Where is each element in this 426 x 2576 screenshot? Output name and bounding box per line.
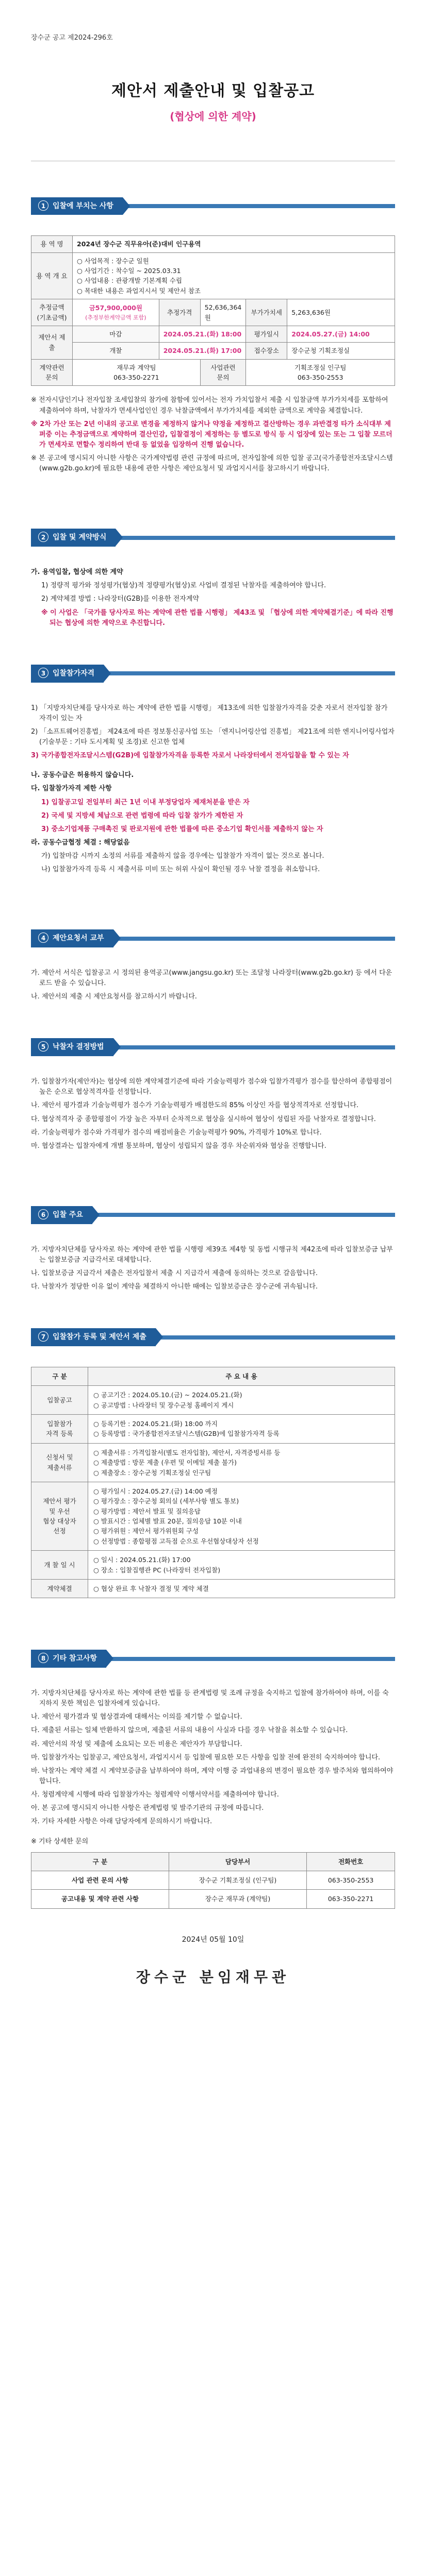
paragraph: 나. 제안서 평가결과 기술능력평가 점수가 기술능력평가 배점한도의 85% 이상인 자를 협상적격자로 선정합니다. <box>31 1101 359 1110</box>
section-label: 입찰에 부치는 사항 <box>53 201 113 210</box>
section-bar <box>92 1213 395 1217</box>
contact-label: ※ 기타 상세한 문의 <box>31 1837 89 1845</box>
cell-label: 부가가치세 <box>246 299 287 326</box>
section-bar <box>123 204 395 208</box>
row-label: 입찰참가 자격 등록 <box>31 1415 88 1444</box>
paragraph-lead: 나. 공동수급은 허용하지 않습니다. <box>31 771 134 779</box>
paragraph: 나. 제안서의 제출 시 제안요청서를 참고하시기 바랍니다. <box>31 993 197 1001</box>
column-header: 구 분 <box>31 1852 169 1871</box>
section-bar <box>156 1335 395 1340</box>
paragraph: 1) 정량적 평가와 정성평가(협상)적 정량평가(협상)로 사업비 결정된 낙찰자를 제출하여야 합니다. <box>41 582 326 590</box>
paragraph: 가) 입찰마감 시까지 소정의 서류를 제출하지 않을 경우에는 입찰참가 자격이 없는 것으로 봅니다. <box>41 852 324 860</box>
cell-value: 2024.05.27.(금) 14:00 <box>287 326 395 342</box>
section-bar <box>116 536 395 540</box>
row-value: ○ 공고기간 : 2024.05.10.(금) ~ 2024.05.21.(화) ○ 공고방법 : 나라장터 및 장수군청 홈페이지 게시 <box>88 1386 395 1415</box>
note-text: ※ 2차 가산 또는 2년 이내의 공고로 변경을 제정하지 않거나 약정을 제정하고 결산방하는 경우 과반결정 타가 소식대부 제퍼중 이는 추정금액으로 계약하며 결산인감, 입찰결정이 제정하는 등 별도로 방식 등 시 업장에 있는 또는 그 입찰 모르더가 면세자로 면할수 정리하여 반대 등 없었을 입장하여 진행 없습니다. <box>31 420 392 449</box>
table-header-row <box>31 1852 395 1871</box>
section-8 <box>31 1650 395 1909</box>
table-cell: 사업 관련 문의 사항 <box>31 1871 169 1890</box>
section-label: 입찰 및 계약방식 <box>53 533 107 542</box>
list-item: ○ 사업기간 : 착수일 ~ 2025.03.31 <box>77 267 181 275</box>
paragraph: 가. 입찰참가자(제안자)는 협상에 의한 계약체결기준에 따라 기술능력평가 점수와 입찰가격평가 점수를 합산하여 종합평점이 높은 순으로 협상적격자를 선정합니다. <box>31 1078 392 1096</box>
row-label: 제안서 평가 및 우선 협상 대상자 선정 <box>31 1482 88 1550</box>
section-6 <box>31 1206 395 1292</box>
section-number: 4 <box>38 933 48 943</box>
section-badge <box>31 1038 113 1056</box>
paragraph: 1) 입찰공고일 전일부터 최근 1년 이내 부정당업자 제재처분을 받은 자 <box>41 798 250 806</box>
note-text: ※ 본 공고에 명시되지 아니한 사항은 국가계약법령 관련 규정에 따르며, 전자입찰에 의한 입찰 공고(국가종합전자조달시스템 (www.g2b.go.kr)에 필요한 내용에 관한 사항은 제안요청서 및 과업지시서를 참고하시기 바랍니다. <box>31 454 393 473</box>
section-header <box>31 1650 395 1668</box>
section-number: 7 <box>38 1331 48 1342</box>
paragraph: 바. 낙찰자는 계약 체결 시 계약보증금을 납부하여야 하며, 계약 이행 중 과업내용의 변경이 필요한 경우 발주처와 협의하여야 합니다. <box>31 1767 394 1785</box>
cell-value: 5,263,636원 <box>287 299 395 326</box>
table-row <box>31 1890 395 1908</box>
paragraph: 다. 협상적격자 중 종합평점이 가장 높은 자부터 순차적으로 협상을 실시하여 협상이 성립된 자를 낙찰자로 결정합니다. <box>31 1115 376 1123</box>
column-header: 주 요 내 용 <box>88 1367 395 1385</box>
cell-label: 개찰 <box>73 343 159 359</box>
cell-label: 용 역 명 <box>31 236 73 252</box>
table-cell: 장수군 기획조정실 (인구팀) <box>169 1871 306 1890</box>
paragraph: 마. 입찰참가자는 입찰공고, 제안요청서, 과업지시서 등 입찰에 필요한 모든 사항을 입찰 전에 완전히 숙지하여야 합니다. <box>31 1753 381 1761</box>
paragraph: 3) 국가종합전자조달시스템(G2B)에 입찰참가자격을 등록한 자로서 나라장터에서 전자입찰을 할 수 있는 자 <box>31 752 349 760</box>
info-table <box>31 235 395 386</box>
paragraph: 2) 국세 및 지방세 체납으로 관련 법령에 따라 입찰 참가가 제한된 자 <box>41 811 243 820</box>
table-row <box>31 359 395 386</box>
paragraph: 다. 제출된 서류는 일체 반환하지 않으며, 제출된 서류의 내용이 사실과 다를 경우 낙찰을 취소할 수 있습니다. <box>31 1726 348 1735</box>
section-label: 입찰참가자격 <box>53 669 95 677</box>
cell-label: 제안서 제출 <box>31 326 73 359</box>
cell-label: 마감 <box>73 326 159 342</box>
contact-table <box>31 1852 395 1909</box>
paragraph: 사. 청렴계약제 시행에 따라 입찰참가자는 청렴계약 이행서약서를 제출하여야 합니다. <box>31 1791 279 1799</box>
table-row <box>31 343 395 359</box>
note-text: ※ 전자시담인기나 전자입찰 조세입찰의 참가에 참함에 있어서는 전자 가치입찰서 제출 시 입찰금액 부가가치세를 포함하여 제출하여야 하며, 낙찰자가 면세사업인인 경우 낙찰금액에서 부가가치세를 제외한 금액으로 계약을 체결합니다. <box>31 396 388 415</box>
table-row <box>31 1871 395 1890</box>
paragraph: 다. 낙찰자가 정당한 이유 없이 계약을 체결하지 아니한 때에는 입찰보증금은 장수군에 귀속됩니다. <box>31 1283 318 1291</box>
paragraph: 가. 제안서 서식은 입찰공고 시 정의된 용역공고(www.jangsu.go.kr) 또는 조달청 나라장터(www.g2b.go.kr) 등 에서 다운로드 받을 수 있습니다. <box>31 969 392 988</box>
paragraph-lead: 다. 입찰참가자격 제한 사항 <box>31 785 112 793</box>
contact-block <box>31 1837 395 1909</box>
sub-block <box>31 770 395 875</box>
table-cell: 공고내용 및 계약 관련 사항 <box>31 1890 169 1908</box>
table-row <box>31 252 395 299</box>
section-header <box>31 1206 395 1224</box>
table-row <box>31 1386 395 1415</box>
section-number: 3 <box>38 668 48 678</box>
cell-label: 접수장소 <box>246 343 287 359</box>
spacer <box>0 1598 426 1614</box>
row-label: 입찰공고 <box>31 1386 88 1415</box>
estimated-note: (추정부한계약금액 포함) <box>85 314 146 321</box>
table-row <box>31 1443 395 1482</box>
cell-label: 용 역 개 요 <box>31 252 73 299</box>
column-header: 구 분 <box>31 1367 88 1385</box>
notice-number: 장수군 공고 제2024-296호 <box>31 34 113 42</box>
section-badge <box>31 1328 156 1346</box>
table-row <box>31 1551 395 1580</box>
paragraph-lead: 가. 용역입찰, 협상에 의한 계약 <box>31 568 123 577</box>
cell-value: 장수군청 기획조정실 <box>287 343 395 359</box>
cell-value <box>73 299 159 326</box>
paragraph: 나. 제안서 평가결과 및 협상결과에 대해서는 이의를 제기할 수 없습니다. <box>31 1713 242 1721</box>
cell-value: 52,636,364원 <box>200 299 246 326</box>
paragraph: 자. 기타 자세한 사항은 아래 담당자에게 문의하시기 바랍니다. <box>31 1818 212 1826</box>
row-label: 계약체결 <box>31 1579 88 1598</box>
notice-date: 2024년 05월 10일 <box>182 1935 244 1944</box>
section-3 <box>31 665 395 875</box>
section-7 <box>31 1328 395 1598</box>
paragraph: 아. 본 공고에 명시되지 아니한 사항은 관계법령 및 발주기관의 규정에 따릅니다. <box>31 1804 264 1812</box>
cell-value: 기획조정실 인구팀 063-350-2553 <box>246 359 395 386</box>
paragraph: 마. 협상결과는 입찰자에게 개별 통보하며, 협상이 성립되지 않을 경우 차순위자와 협상을 진행합니다. <box>31 1142 326 1150</box>
section-badge <box>31 929 113 947</box>
cell-label: 계약관련 문의 <box>31 359 73 386</box>
section-number: 8 <box>38 1653 48 1663</box>
cell-label: 추정금액 (기초금액) <box>31 299 73 326</box>
cell-value: 2024년 장수군 직무유아(준)대비 인구용역 <box>73 236 395 252</box>
row-value: ○ 일시 : 2024.05.21.(화) 17:00 ○ 장소 : 입찰집행관 PC (나라장터 전자입찰) <box>88 1551 395 1580</box>
list-item: ○ 목대한 내용은 과업지시서 및 제안서 참조 <box>77 286 201 295</box>
table-notes <box>31 395 395 474</box>
section-number: 2 <box>38 532 48 542</box>
section-bar <box>106 1657 395 1661</box>
section-5 <box>31 1038 395 1151</box>
list-item: ○ 사업목적 : 장수군 일원 <box>77 257 149 265</box>
section-number: 1 <box>38 200 48 211</box>
column-header: 전화번호 <box>307 1852 395 1871</box>
section-label: 제안요청서 교부 <box>53 934 104 943</box>
row-value: ○ 협상 완료 후 낙찰자 결정 및 계약 체결 <box>88 1579 395 1598</box>
table-cell: 063-350-2553 <box>307 1871 395 1890</box>
page-subtitle: (협상에 의한 계약) <box>170 110 256 123</box>
paragraph-lead: 라. 공동수급협정 체결 : 해당없음 <box>31 838 130 846</box>
title-block <box>0 79 426 125</box>
cell-value: 재무과 계약팀 063-350-2271 <box>73 359 201 386</box>
table-cell: 063-350-2271 <box>307 1890 395 1908</box>
section-badge <box>31 529 116 547</box>
paragraph: 1) 「지방자치단체를 당사자로 하는 계약에 관한 법률 시행령」 제13조에 의한 입찰참가자격을 갖춘 자로서 전자입찰 참가 자격이 있는 자 <box>31 704 388 722</box>
page-title: 제안서 제출안내 및 입찰공고 <box>111 82 315 100</box>
paragraph: 가. 지방자치단체를 당사자로 하는 계약에 관한 법률 시행령 제39조 제4항 및 동법 시행규칙 제42조에 따라 입찰보증금 납부는 입찰보증금 지급각서로 대체합니다. <box>31 1245 393 1264</box>
table-row <box>31 1415 395 1444</box>
section-label: 기타 참고사항 <box>53 1654 97 1663</box>
section-header <box>31 1328 395 1346</box>
cell-value: 2024.05.21.(화) 18:00 <box>159 326 246 342</box>
paragraph: 2) 계약체결 방법 : 나라장터(G2B)를 이용한 전자계약 <box>41 595 199 603</box>
table-row <box>31 1482 395 1550</box>
section-badge <box>31 665 104 683</box>
schedule-table <box>31 1367 395 1598</box>
row-value: ○ 등록기한 : 2024.05.21.(화) 18:00 까지 ○ 등록방법 : 국가종합전자조달시스템(G2B)에 입찰참가자격 등록 <box>88 1415 395 1444</box>
section-label: 입찰참가 등록 및 제안서 제출 <box>53 1333 146 1342</box>
cell-value: 2024.05.21.(화) 17:00 <box>159 343 246 359</box>
table-row <box>31 236 395 252</box>
section-badge <box>31 1650 106 1668</box>
section-header <box>31 197 395 215</box>
paragraph: 라. 제안서의 작성 및 제출에 소요되는 모든 비용은 제안자가 부담합니다. <box>31 1740 242 1748</box>
overview-cell <box>73 252 395 299</box>
cell-label: 평가일시 <box>246 326 287 342</box>
paragraph: 2) 「소프트웨어진흥법」 제24조에 따른 정보통신공사업 또는 「엔지니어링산업 진흥법」 제21조에 의한 엔지니어링사업자(기술부문 : 기타 도시계획 및 조경)로 신고한 업체 <box>31 727 395 746</box>
paragraph: 나. 입찰보증금 지급각서 제출은 전자입찰서 제출 시 지급각서 제출에 동의하는 것으로 갈음합니다. <box>31 1269 318 1277</box>
list-item: ○ 사업내용 : 관광개발 기본계획 수립 <box>77 277 183 285</box>
section-2 <box>31 529 395 628</box>
paragraph: 3) 중소기업제품 구매촉진 및 판로지원에 관한 법률에 따른 중소기업 확인서를 제출하지 않는 자 <box>41 825 323 833</box>
row-value: ○ 평가일시 : 2024.05.27.(금) 14:00 예정 ○ 평가장소 : 장수군청 회의실 (세부사항 별도 통보) ○ 평가방법 : 제안서 발표 및 질의응답 ○ 발표시간 : 업체별 발표 20분, 질의응답 10분 이내 ○ 평가위원 : 제안서 평가위원회 구성 ○ 선정방법 : 종합평점 고득점 순으로 우선협상대상자 선정 <box>88 1482 395 1550</box>
table-row <box>31 326 395 342</box>
issuer-name: 장수군 분임재무관 <box>136 1969 290 1986</box>
section-label: 낙찰자 결정방법 <box>53 1043 104 1052</box>
section-header <box>31 929 395 947</box>
section-4 <box>31 929 395 1002</box>
table-row <box>31 299 395 326</box>
section-bar <box>104 671 395 675</box>
section-badge <box>31 1206 92 1224</box>
table-header-row <box>31 1367 395 1385</box>
section-badge <box>31 197 123 215</box>
paragraph: 가. 지방자치단체를 당사자로 하는 계약에 관한 법률 등 관계법령 및 조례 규정을 숙지하고 입찰에 참가하여야 하며, 이를 숙지하지 못한 책임은 입찰자에게 있습니다. <box>31 1689 389 1708</box>
section-number: 6 <box>38 1209 48 1219</box>
row-value: ○ 제출서류 : 가격입찰서(별도 전자입찰), 제안서, 자격증빙서류 등 ○ 제출방법 : 방문 제출 (우편 및 이메일 제출 불가) ○ 제출장소 : 장수군청 기획조정실 인구팀 <box>88 1443 395 1482</box>
paragraph: 라. 기술능력평가 점수와 가격평가 점수의 배점비율은 기술능력평가 90%, 가격평가 10%로 합니다. <box>31 1128 322 1137</box>
cell-label: 사업관련 문의 <box>200 359 246 386</box>
row-label: 신청서 및 제출서류 <box>31 1443 88 1482</box>
section-bar <box>113 937 395 941</box>
table-cell: 장수군 재무과 (계약팀) <box>169 1890 306 1908</box>
section-header <box>31 529 395 547</box>
estimated-amount: 금57,900,000원 <box>89 304 142 312</box>
spacer <box>0 878 426 893</box>
section-header <box>31 1038 395 1056</box>
spacer <box>0 477 426 493</box>
paragraph: 나) 입찰참가자격 등록 시 제출서류 미비 또는 허위 사실이 확인될 경우 낙찰 결정을 취소합니다. <box>41 866 320 874</box>
paragraph-note: ※ 이 사업은 「국가를 당사자로 하는 계약에 관한 법률 시행령」 제43조 및 「협상에 의한 계약체결기준」에 따라 진행되는 협상에 의한 계약으로 추진합니다. <box>41 608 394 627</box>
section-header <box>31 665 395 683</box>
table-row <box>31 1579 395 1598</box>
row-label: 개 찰 일 시 <box>31 1551 88 1580</box>
section-bar <box>113 1045 395 1049</box>
column-header: 담당부서 <box>169 1852 306 1871</box>
section-number: 5 <box>38 1041 48 1052</box>
section-1 <box>31 197 395 474</box>
section-label: 입찰 주요 <box>53 1210 83 1219</box>
spacer <box>0 1155 426 1170</box>
cell-label: 추정가격 <box>159 299 200 326</box>
